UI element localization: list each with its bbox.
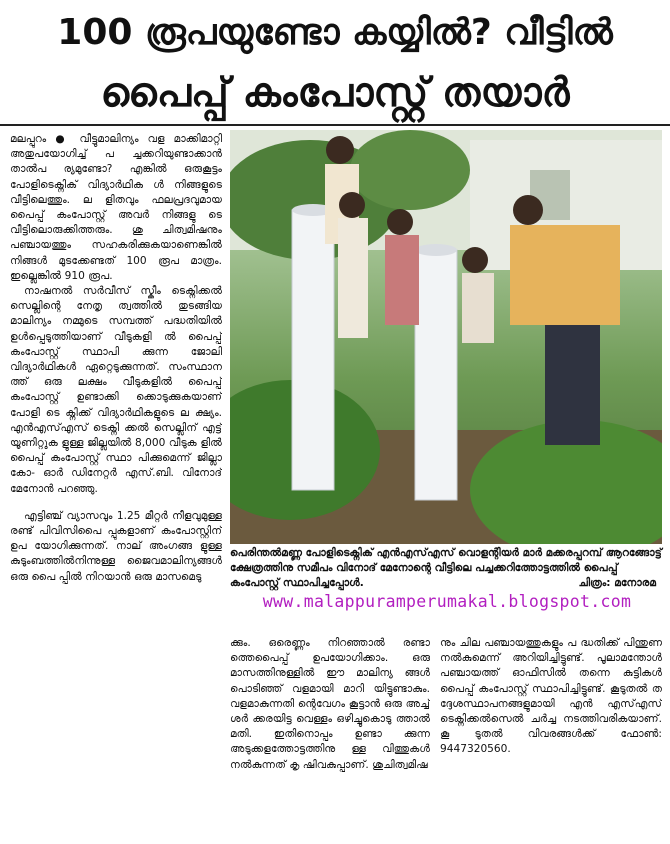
article-column-1 bbox=[10, 132, 222, 840]
photo-students-pipe-compost-icon bbox=[230, 130, 662, 544]
article-paragraph: മലപ്പുറം ● വീട്ടുമാലിന്യം വള മാക്കിമാറ്റി അതുപയോഗിച്ച് പ ച്ചക്കറിയുണ്ടാക്കാൻ താൽപ ര്യമുണ്ടോ? എങ്കിൽ ഒരുകൂട്ടം പോളിടെക്നിക് വിദ്യാർഥിക ൾ നിങ്ങളുടെ വീട്ടിലെത്തും. ല ളിതവും ഫലപ്രദവുമായ പൈപ്പ് കംപോസ്റ്റ് അവർ നിങ്ങളു ടെ വീട്ടിലൊരുക്കിത്തരും. ശു ചിത്വമിഷനും പഞ്ചായത്തും സഹകരിക്കുകയാണെങ്കിൽ നിങ്ങൾ മുടക്കേണ്ടത് 100 രൂപ മാത്രം. ഇല്ലെങ്കിൽ 910 രൂപ. bbox=[10, 133, 222, 282]
blog-watermark: www.malappuramperumakal.blogspot.com bbox=[262, 592, 632, 611]
headline-line-1: 100 രൂപയുണ്ടോ കയ്യിൽ? വീട്ടിൽ bbox=[57, 12, 613, 53]
article-paragraph: നാഷനൽ സർവീസ് സ്കീം ടെക്നിക്കൽ സെല്ലിന്റെ നേതൃ ത്വത്തിൽ തുടങ്ങിയ മാലിന്യം നമ്മുടെ സമ്പത്ത് പദ്ധതിയിൽ ഉൾപ്പെടുത്തിയാണ് വീടുകളി ൽ പൈപ്പ് കംപോസ്റ്റ് സ്ഥാപി ക്കുന്ന ജോലി വിദ്യാർഥികൾ ഏറ്റെടുക്കുന്നത്. സംസ്ഥാന ത്ത് ഒരു ലക്ഷം വീടുകളിൽ പൈപ്പ് കംപോസ്റ്റ് ഉണ്ടാക്കി ക്കൊടുക്കുകയാണ് പോളി ടെ ക്നിക്ക് വിദ്യാർഥികളുടെ ല ക്ഷ്യം. എൻഎസ്എസ് ടെക്നി ക്കൽ സെല്ലിന് എട്ട് യൂണിറ്റുക ളുള്ള ജില്ലയിൽ 8,000 വീടുക ളിൽ പൈപ്പ് കംപോസ്റ്റ് സ്ഥാ പിക്കുമെന്ന് ജില്ലാ കോ- ഓർ ഡിനേറ്റർ എസ്.ബി. വിനോദ് മേനോൻ പറഞ്ഞു. bbox=[10, 285, 222, 495]
news-photo bbox=[230, 130, 662, 544]
headline-divider bbox=[0, 124, 670, 126]
headline-line-2: പൈപ്പ് കംപോസ്റ്റ് തയാർ bbox=[100, 70, 570, 116]
photo-caption: പെരിന്തൽമണ്ണ പോളിടെക്നിക് എൻഎസ്എസ് വൊളന്റിയർ മാർ മക്കരപ്പറമ്പ് ആറങ്ങോട്ട് ക്ഷേത്രത്തിനു സമീപം വിനോദ് മേനോന്റെ വീട്ടിലെ പച്ചക്കറിത്തോട്ടത്തിൽ പൈപ്പ് കംപോസ്റ്റ് സ്ഥാപിച്ചപ്പോൾ. bbox=[230, 547, 662, 589]
article-column-2 bbox=[230, 636, 430, 841]
article-column-3 bbox=[440, 636, 662, 841]
article-paragraph: എട്ടിഞ്ച് വ്യാസവും 1.25 മീറ്റർ നീളവുമുള്ള രണ്ട് പിവിസിപൈ പ്പുകളാണ് കംപോസ്റ്റിന് ഉപ യോഗിക്കുന്നത്. നാല് അംഗങ്ങ ളുള്ള കുടുംബത്തിൽനിന്നുള്ള ജൈവമാലിന്യങ്ങൾ ഒരു പൈ പ്പിൽ നിറയാൻ ഒരു മാസമെടു bbox=[10, 509, 222, 583]
photo-credit: ചിത്രം: മനോരമ bbox=[578, 577, 656, 589]
article-paragraph: നും ചില പഞ്ചായത്തുകളും പ ദ്ധതിക്ക് പിന്തുണ നൽകുമെന്ന് അറിയിച്ചിട്ടുണ്ട്. പൂലാമന്തോൾ പഞ്ചായത്ത് ഓഫിസിൽ തന്നെ കുട്ടികൾ പൈപ്പ് കംപോസ്റ്റ് സ്ഥാപിച്ചിട്ടുണ്ട്. കൂടുതൽ ത ദ്ദേശസ്ഥാപനങ്ങളുമായി എൻ എസ്എസ് ടെക്നിക്കൽസെൽ ചർച്ച നടത്തിവരികയാണ്. കൂ ടുതൽ വിവരങ്ങൾക്ക് ഫോൺ: 9447320560. bbox=[440, 637, 662, 756]
article-paragraph: ക്കും. ഒരെണ്ണം നിറഞ്ഞാൽ രണ്ടാ ത്തെപൈപ്പ് ഉപയോഗിക്കാം. ഒരു മാസത്തിനുള്ളിൽ ഈ മാലിന്യ ങ്ങൾ പൊടിഞ്ഞ് വളമായി മാറി യിട്ടുണ്ടാകും. വളമാകുന്നതി ന്റെവേഗം കൂട്ടാൻ ഒരു അച്ച് ശർ ക്കരയിട്ട വെള്ളം ഒഴിച്ചുകൊടു ത്താൽ മതി. ഇതിനൊപ്പം ഉണ്ടാ ക്കുന്ന അടുക്കളത്തോട്ടത്തിനു ള്ള വിത്തുകൾ നൽകുന്നത് കൃ ഷിവകുപ്പാണ്. ശുചിത്വമിഷ bbox=[230, 637, 430, 771]
